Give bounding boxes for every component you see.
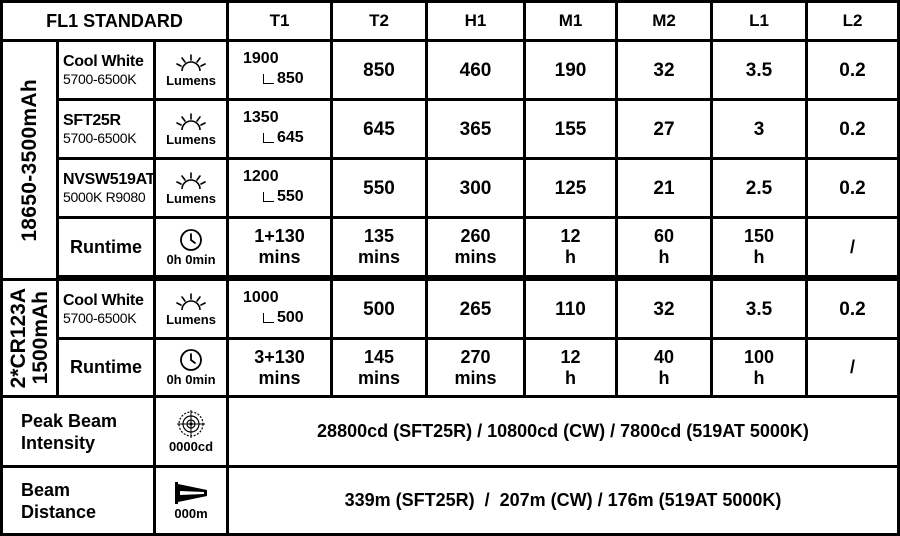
lumen-value-4: 3.5 bbox=[713, 281, 805, 337]
peak-beam-icon-cell bbox=[156, 398, 226, 465]
lumen-value-1: 365 bbox=[428, 101, 523, 157]
runtime-unit: mins bbox=[357, 247, 400, 267]
runtime-number: 3+130 bbox=[254, 346, 305, 367]
beam-distance-label-line2: Distance bbox=[21, 501, 97, 522]
lumen-value-1: 300 bbox=[428, 160, 523, 216]
col-header-t2: T2 bbox=[333, 3, 425, 39]
lumen-value-2: 110 bbox=[526, 281, 615, 337]
runtime-value-4 bbox=[618, 340, 710, 395]
row-label-4 bbox=[59, 281, 153, 337]
lumen-value-2: 125 bbox=[526, 160, 615, 216]
beam-icon bbox=[174, 480, 208, 506]
beam-distance-value: 339m (SFT25R) / 207m (CW) / 176m (519AT 5000K) bbox=[229, 468, 897, 533]
battery-label-line1: 2*CR123A bbox=[6, 287, 30, 389]
lumen-value-5: 0.2 bbox=[808, 281, 897, 337]
t1-initial: 1000 bbox=[243, 289, 279, 306]
t1-sustained: 500 bbox=[277, 309, 304, 326]
led-name: NVSW519AT bbox=[63, 171, 156, 188]
runtime-value-0 bbox=[229, 219, 330, 275]
lumen-value-3: 21 bbox=[618, 160, 710, 216]
t1-stepdown bbox=[229, 281, 330, 337]
runtime-number: / bbox=[849, 357, 855, 377]
stepdown-hook-icon bbox=[263, 192, 274, 202]
lumen-value-4: 2.5 bbox=[713, 160, 805, 216]
peak-beam-label bbox=[3, 398, 153, 465]
clock-icon bbox=[179, 228, 203, 252]
clock-icon bbox=[179, 348, 203, 372]
runtime-unit: h bbox=[565, 247, 576, 267]
runtime-number: 150 bbox=[743, 226, 775, 246]
lumen-value-5: 0.2 bbox=[808, 42, 897, 98]
lumens-icon-cell-0 bbox=[156, 42, 226, 98]
lumen-value-2: 190 bbox=[526, 42, 615, 98]
runtime-value-2 bbox=[428, 219, 523, 275]
row-label-1 bbox=[59, 101, 153, 157]
lumen-value-0: 645 bbox=[333, 101, 425, 157]
peak-beam-label-line1: Peak Beam bbox=[21, 410, 118, 431]
lumen-value-4: 3 bbox=[713, 101, 805, 157]
runtime-number: 260 bbox=[460, 226, 491, 246]
runtime-unit: mins bbox=[357, 367, 400, 388]
peak-beam-label-line2: Intensity bbox=[21, 432, 96, 453]
battery-group-cr123a bbox=[3, 281, 56, 395]
lumen-value-4: 3.5 bbox=[713, 42, 805, 98]
lumens-icon-cell-1 bbox=[156, 101, 226, 157]
runtime-value-2 bbox=[428, 340, 523, 395]
runtime-label: Runtime bbox=[70, 357, 142, 377]
lumen-value-3: 32 bbox=[618, 281, 710, 337]
t1-sustained: 645 bbox=[277, 129, 304, 146]
led-name: SFT25R bbox=[63, 112, 121, 129]
icon-label: 0h 0min bbox=[166, 251, 216, 267]
stepdown-arrow bbox=[263, 70, 304, 88]
runtime-number: 100 bbox=[743, 346, 775, 367]
runtime-number: 1+130 bbox=[254, 226, 305, 246]
lumens-icon-cell-4 bbox=[156, 281, 226, 337]
runtime-unit: h bbox=[565, 367, 576, 388]
stepdown-hook-icon bbox=[263, 313, 274, 323]
table-title: FL1 STANDARD bbox=[3, 3, 226, 39]
t1-lumens-4 bbox=[229, 281, 330, 337]
t1-lumens-0 bbox=[229, 42, 330, 98]
col-header-m1: M1 bbox=[526, 3, 615, 39]
runtime-unit: mins bbox=[258, 367, 301, 388]
runtime-value-6 bbox=[808, 219, 897, 275]
runtime-value-5 bbox=[713, 340, 805, 395]
runtime-value-1 bbox=[333, 219, 425, 275]
runtime-number: 135 bbox=[363, 226, 395, 246]
lumen-value-1: 460 bbox=[428, 42, 523, 98]
runtime-number: 60 bbox=[653, 226, 675, 246]
led-cct: 5700-6500K bbox=[63, 130, 137, 146]
stepdown-hook-icon bbox=[263, 133, 274, 143]
peak-beam-value: 28800cd (SFT25R) / 10800cd (CW) / 7800cd (519AT 5000K) bbox=[229, 398, 897, 465]
t1-initial: 1350 bbox=[243, 109, 279, 126]
col-header-l1: L1 bbox=[713, 3, 805, 39]
runtime-value-3 bbox=[526, 340, 615, 395]
lumen-value-3: 27 bbox=[618, 101, 710, 157]
runtime-icon-cell-5 bbox=[156, 340, 226, 395]
row-label-2 bbox=[59, 160, 156, 216]
battery-group-18650 bbox=[3, 42, 56, 278]
lumen-value-2: 155 bbox=[526, 101, 615, 157]
runtime-value-4 bbox=[618, 219, 710, 275]
runtime-number: 270 bbox=[460, 346, 491, 367]
stepdown-hook-icon bbox=[263, 74, 274, 84]
t1-stepdown bbox=[229, 160, 330, 216]
stepdown-arrow bbox=[263, 309, 304, 327]
col-header-t1: T1 bbox=[229, 3, 330, 39]
runtime-value-3 bbox=[526, 219, 615, 275]
t1-initial: 1200 bbox=[243, 168, 279, 185]
runtime-value-6 bbox=[808, 340, 897, 395]
t1-stepdown bbox=[229, 101, 330, 157]
runtime-unit: h bbox=[753, 367, 765, 388]
sun-icon bbox=[176, 292, 206, 312]
runtime-number: 12 bbox=[560, 226, 581, 246]
t1-sustained: 550 bbox=[277, 188, 304, 205]
runtime-number: / bbox=[849, 236, 855, 257]
t1-initial: 1900 bbox=[243, 50, 279, 67]
runtime-value-1 bbox=[333, 340, 425, 395]
beam-distance-icon-cell bbox=[156, 468, 226, 533]
runtime-icon-cell-3 bbox=[156, 219, 226, 275]
runtime-unit: mins bbox=[454, 247, 497, 267]
runtime-number: 145 bbox=[363, 346, 395, 367]
t1-lumens-2 bbox=[229, 160, 330, 216]
runtime-label: Runtime bbox=[70, 236, 142, 257]
lumen-value-0: 550 bbox=[333, 160, 425, 216]
lumen-value-0: 850 bbox=[333, 42, 425, 98]
col-header-m2: M2 bbox=[618, 3, 710, 39]
stepdown-arrow bbox=[263, 129, 304, 147]
t1-stepdown bbox=[229, 42, 330, 98]
led-cct: 5700-6500K bbox=[63, 310, 137, 326]
runtime-unit: h bbox=[753, 247, 765, 267]
beam-distance-label-line1: Beam bbox=[21, 479, 71, 500]
sun-icon bbox=[176, 171, 206, 191]
col-header-l2: L2 bbox=[808, 3, 897, 39]
beam-distance-label bbox=[3, 468, 153, 533]
peak-beam-icon-label: 0000cd bbox=[168, 439, 214, 454]
runtime-unit: mins bbox=[454, 367, 497, 388]
icon-label: 0h 0min bbox=[166, 372, 216, 387]
lumen-value-5: 0.2 bbox=[808, 160, 897, 216]
beam-distance-icon-label: 000m bbox=[174, 506, 208, 521]
runtime-unit: h bbox=[658, 247, 670, 267]
lumen-value-0: 500 bbox=[333, 281, 425, 337]
lumens-icon-cell-2 bbox=[156, 160, 226, 216]
sun-icon bbox=[176, 112, 206, 132]
runtime-number: 40 bbox=[653, 346, 675, 367]
runtime-value-0 bbox=[229, 340, 330, 395]
lumen-value-5: 0.2 bbox=[808, 101, 897, 157]
battery-label: 18650-3500mAh bbox=[17, 78, 41, 242]
led-cct: 5000K R9080 bbox=[63, 189, 146, 205]
icon-label: Lumens bbox=[166, 190, 216, 206]
runtime-value-5 bbox=[713, 219, 805, 275]
t1-sustained: 850 bbox=[277, 70, 304, 87]
icon-label: Lumens bbox=[166, 311, 216, 327]
led-name: Cool White bbox=[63, 292, 144, 309]
row-label-0 bbox=[59, 42, 153, 98]
led-cct: 5700-6500K bbox=[63, 71, 137, 87]
icon-label: Lumens bbox=[166, 72, 216, 88]
row-label-5 bbox=[59, 340, 153, 395]
stepdown-arrow bbox=[263, 188, 304, 206]
runtime-unit: h bbox=[658, 367, 670, 388]
lumen-value-1: 265 bbox=[428, 281, 523, 337]
runtime-unit: mins bbox=[258, 247, 301, 267]
target-icon bbox=[176, 409, 206, 439]
led-name: Cool White bbox=[63, 53, 144, 70]
row-label-3 bbox=[59, 219, 153, 275]
lumen-value-3: 32 bbox=[618, 42, 710, 98]
battery-label-line2: 1500mAh bbox=[28, 291, 52, 385]
runtime-number: 12 bbox=[560, 346, 581, 367]
sun-icon bbox=[176, 53, 206, 73]
icon-label: Lumens bbox=[166, 131, 216, 147]
t1-lumens-1 bbox=[229, 101, 330, 157]
col-header-h1: H1 bbox=[428, 3, 523, 39]
